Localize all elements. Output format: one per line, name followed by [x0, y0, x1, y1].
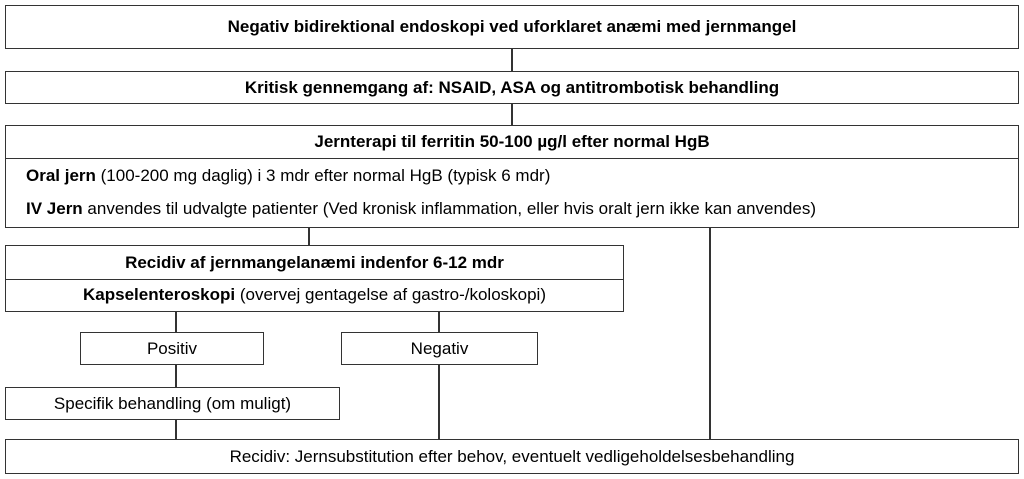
iron-therapy-title-text: Jernterapi til ferritin 50-100 µg/l efter normal HgB: [314, 132, 710, 151]
oral-iron-text: (100-200 mg daglig) i 3 mdr efter normal HgB (typisk 6 mdr): [95, 166, 551, 185]
positive-box: [80, 332, 264, 365]
iron-therapy-box: [5, 125, 1019, 228]
capsule-label: Kapselenteroskopi: [83, 285, 236, 304]
connector-1-2: [511, 49, 513, 71]
specific-treatment-box: [5, 387, 340, 420]
start-box-title: Negativ bidirektional endoskopi ved uforklaret anæmi med jernmangel: [227, 17, 797, 36]
oral-iron-row: [6, 166, 1018, 186]
iv-iron-text: anvendes til udvalgte patienter (Ved kronisk inflammation, eller hvis oralt jern ikke kan anvendes): [82, 199, 816, 218]
iron-therapy-title: [6, 126, 1018, 159]
recurrence-title-text: Recidiv af jernmangelanæmi indenfor 6-12 mdr: [125, 252, 504, 272]
connector-3-recidiv: [709, 227, 711, 439]
capsule-text: (overvej gentagelse af gastro-/koloskopi): [235, 285, 546, 304]
capsule-row: [6, 279, 623, 311]
negative-box: [341, 332, 538, 365]
recurrence-title: [6, 246, 623, 280]
review-box: [5, 71, 1019, 104]
start-box: [5, 5, 1019, 49]
recidiv-label: Recidiv: Jernsubstitution efter behov, eventuelt vedligeholdelsesbehandling: [229, 446, 795, 466]
connector-specifik-recidiv: [175, 419, 177, 439]
connector-3-4: [308, 227, 310, 245]
iv-iron-label: IV Jern: [26, 199, 83, 218]
recidiv-box: [5, 439, 1019, 474]
recurrence-box: [5, 245, 624, 312]
connector-4-negativ: [438, 312, 440, 332]
connector-positiv-specifik: [175, 365, 177, 387]
iv-iron-row: [6, 199, 1018, 219]
connector-2-3: [511, 103, 513, 125]
oral-iron-label: Oral jern: [26, 166, 96, 185]
positive-label: Positiv: [146, 338, 198, 358]
negative-label: Negativ: [410, 338, 469, 358]
specific-treatment-label: Specifik behandling (om muligt): [53, 393, 292, 413]
review-box-title: Kritisk gennemgang af: NSAID, ASA og antitrombotisk behandling: [244, 77, 780, 97]
connector-4-positiv: [175, 312, 177, 332]
connector-negativ-recidiv: [438, 365, 440, 439]
